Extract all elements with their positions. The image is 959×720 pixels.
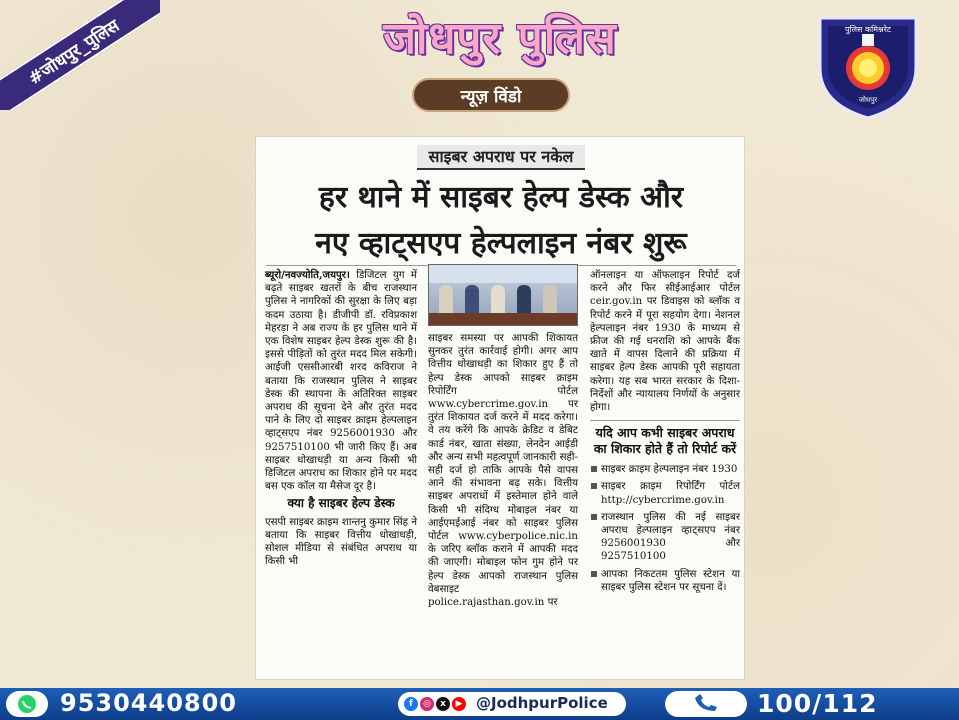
- column-2-paragraph: साइबर समस्या पर आपकी शिकायत सुनकर तुरंत कार्रवाई होगी। अगर आप वित्तीय धोखाधड़ी का शिकार हुए हैं तो हेल्प डेस्क आपको साइबर क्राइम रिपोर्टिंग पोर्टल www.cybercrime.gov.in पर तुरंत शिकायत दर्ज करने में मदद करेगा। वे तय करेंगे कि आपके क्रेडिट व डेबिट कार्ड नंबर, खाता संख्या, लेनदेन आईडी और अन्य सभी महत्वपूर्ण जानकारी सही-सही दर्ज हो ताकि आपके पैसे वापस आने की संभावना बढ़ सके। वित्तीय साइबर अपराधों में इस्तेमाल होने वाले किसी भी संदिग्ध मोबाइल नंबर या आईएमईआई नंबर को साइबर पुलिस पोर्टल www.cyberpolice.nic.in के जरिए ब्लॉक कराने में आपकी मदद की जाएगी। मोबाइल फोन गुम होने पर हेल्प डेस्क आपको राजस्थान पुलिस वेबसाइट police.rajasthan.gov.in पर: [428, 333, 578, 609]
- hashtag-text: #जोधपुर_पुलिस: [0, 0, 160, 110]
- report-item: साइबर क्राइम रिपोर्टिंग पोर्टल http://cybercrime.gov.in: [590, 480, 740, 506]
- newspaper-clipping: [255, 136, 745, 680]
- whatsapp-number: 9530440800: [60, 689, 237, 717]
- phone-call-icon: [665, 691, 747, 717]
- article-byline: ब्यूरो/नवज्योति,जयपुर।: [265, 269, 350, 281]
- youtube-icon: ▶: [452, 697, 466, 711]
- report-item: राजस्थान पुलिस की नई साइबर अपराध हेल्पलाइन व्हाट्सएप नंबर 9256001930 और 9257510100: [590, 511, 740, 564]
- column-1-subhead: क्या है साइबर हेल्प डेस्क: [287, 496, 395, 511]
- article-column-3: [590, 269, 740, 598]
- badge-top-text: पुलिस कमिश्नरेट: [845, 25, 891, 34]
- facebook-icon: f: [404, 697, 418, 711]
- column-3-paragraph: ऑनलाइन या ऑफलाइन रिपोर्ट दर्ज करने और फिर सीईआईआर पोर्टल ceir.gov.in पर डिवाइस को ब्लॉक व रिपोर्ट करने में पूरा सहयोग देगा। नेशनल हेल्पलाइन नंबर 1930 के माध्यम से फ्रीज की गई धनराशि को आपके बैंक खाते में वापस दिलाने की प्रक्रिया में साइबर हेल्प डेस्क आपकी पूरी सहायता करेगा। यह सब भारत सरकार के दिशा-निर्देशों और न्यायालय निर्णयों के अनुसार होगा।: [590, 270, 740, 414]
- article-column-2: [428, 332, 578, 609]
- article-kicker: साइबर अपराध पर नकेल: [417, 145, 586, 170]
- report-item: आपका निकटतम पुलिस स्टेशन या साइबर पुलिस स्टेशन पर सूचना दें।: [590, 568, 740, 594]
- badge-bottom-text: जोधपुर: [858, 96, 878, 104]
- police-commissionerate-badge-icon: [814, 10, 922, 120]
- headline-line-1: हर थाने में साइबर हेल्प डेस्क और: [318, 180, 684, 215]
- social-media-pill: [398, 692, 626, 716]
- column-1-paragraph-1: डिजिटल युग में बढ़ते साइबर खतरों के बीच राजस्थान पुलिस ने नागरिकों की सुरक्षा के लिए बड़ा कदम उठाया है। डीजीपी डॉ. रविप्रकाश मेहरड़ा ने अब राज्य के हर पुलिस थाने में एक विशेष साइबर हेल्प डेस्क शुरू की है। इससे पीड़ितों को तुरंत मदद मिल सकेगी। आईजी एससीआरबी शरद कविराज ने बताया कि राजस्थान पुलिस ने साइबर डेस्क की स्थापना के अतिरिक्त साइबर अपराध की सूचना देने और तुरंत मदद पाने के लिए दो साइबर क्राइम हेल्पलाइन व्हाट्सएप नंबर 9256001930 और 9257510100 भी जारी किए हैं। अब साइबर धोखाधड़ी या अन्य किसी भी डिजिटल अपराध का शिकार होने पर मदद बस एक कॉल या मैसेज दूर है।: [265, 270, 417, 493]
- report-item: साइबर क्राइम हेल्पलाइन नंबर 1930: [590, 463, 740, 476]
- social-handle: @JodhpurPolice: [476, 694, 608, 712]
- whatsapp-icon: [6, 691, 48, 717]
- x-icon: x: [436, 697, 450, 711]
- instagram-icon: ◎: [420, 697, 434, 711]
- article-column-1: [265, 269, 417, 568]
- column-1-paragraph-2: एसपी साइबर क्राइम शान्तनु कुमार सिंह ने बताया कि साइबर वित्तीय धोखाधड़ी, सोशल मीडिया से संबंधित अपराध या किसी भी: [265, 516, 417, 568]
- page-title: जोधपुर पुलिस: [383, 13, 617, 64]
- contact-footer: [0, 688, 959, 720]
- article-photo: [428, 264, 578, 326]
- news-window-label: न्यूज़ विंडो: [412, 78, 570, 112]
- emergency-numbers: 100/112: [757, 689, 878, 718]
- hashtag-ribbon: [0, 0, 160, 110]
- headline-line-2: नए व्हाट्सएप हेल्पलाइन नंबर शुरू: [315, 226, 687, 261]
- article-headline: [260, 175, 742, 267]
- report-box-heading: यदि आप कभी साइबर अपराध का शिकार होते हैं तो रिपोर्ट करें: [590, 420, 740, 457]
